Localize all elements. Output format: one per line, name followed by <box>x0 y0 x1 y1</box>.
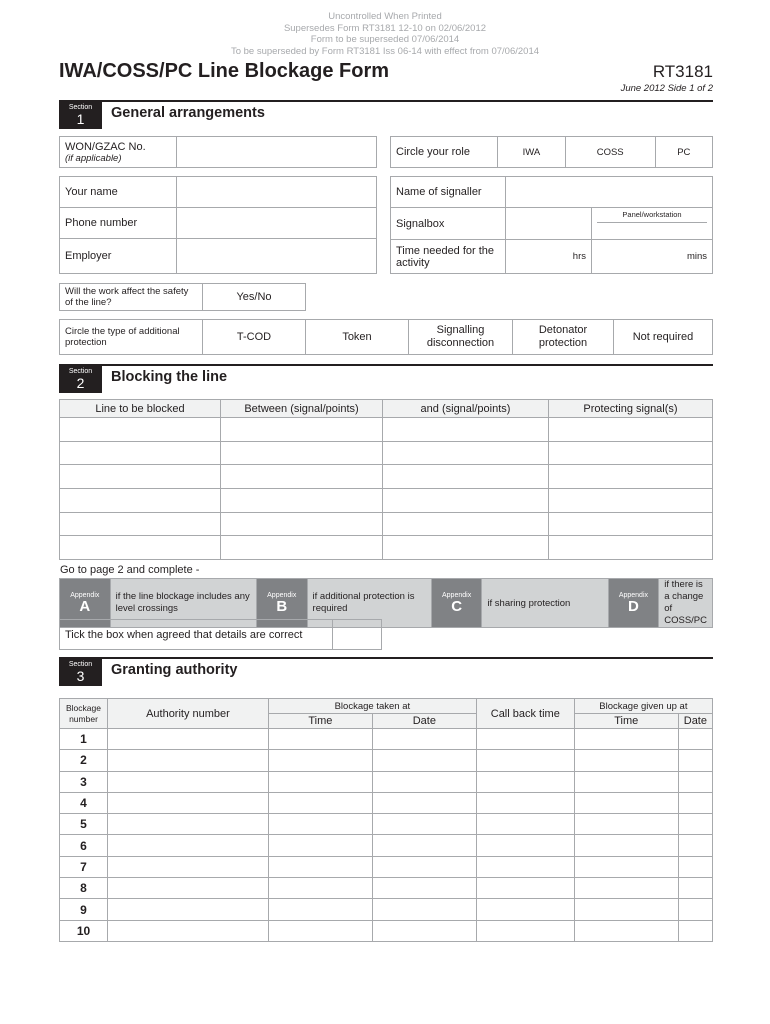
won-label: WON/GZAC No. <box>65 140 146 153</box>
table-row <box>60 878 713 899</box>
role-iwa[interactable]: IWA <box>498 137 566 168</box>
won-sub: (if applicable) <box>65 152 122 164</box>
cell[interactable] <box>60 441 221 465</box>
row-number: 10 <box>60 920 108 941</box>
cell[interactable] <box>678 920 712 941</box>
appendix-c-badge <box>431 579 482 628</box>
cell[interactable] <box>60 512 221 536</box>
cell[interactable] <box>574 878 678 899</box>
cell[interactable] <box>221 441 383 465</box>
cell[interactable] <box>268 899 372 920</box>
section1-rule <box>59 100 713 102</box>
signalbox-input[interactable] <box>506 208 592 240</box>
section1-title: General arrangements <box>111 105 265 121</box>
table-row <box>60 792 713 813</box>
cell[interactable] <box>678 899 712 920</box>
tick-label: Tick the box when agreed that details are correct <box>60 620 333 650</box>
cell[interactable] <box>574 920 678 941</box>
col-authority-number: Authority number <box>107 699 268 729</box>
cell[interactable] <box>678 729 712 750</box>
safety-table <box>59 283 306 311</box>
cell[interactable] <box>476 878 574 899</box>
cell[interactable] <box>372 899 476 920</box>
cell[interactable] <box>372 878 476 899</box>
col-between: Between (signal/points) <box>221 400 383 418</box>
signaller-label: Name of signaller <box>391 177 506 208</box>
row-number: 3 <box>60 771 108 792</box>
row-number: 5 <box>60 814 108 835</box>
signalbox-label: Signalbox <box>391 208 506 240</box>
protection-token[interactable]: Token <box>306 320 409 355</box>
cell[interactable] <box>60 418 221 442</box>
cell[interactable] <box>107 878 268 899</box>
cell[interactable] <box>372 792 476 813</box>
cell[interactable] <box>221 512 383 536</box>
header-note: Uncontrolled When Printed <box>328 11 442 22</box>
table-row <box>60 536 713 560</box>
cell[interactable] <box>549 418 713 442</box>
cell[interactable] <box>107 792 268 813</box>
cell[interactable] <box>107 899 268 920</box>
col-call-back: Call back time <box>476 699 574 729</box>
appendix-label: Appendix <box>267 591 297 599</box>
row-number: 9 <box>60 899 108 920</box>
row-number: 1 <box>60 729 108 750</box>
protection-tcod[interactable]: T-COD <box>203 320 306 355</box>
header-note: To be superseded by Form RT3181 Iss 06-14 with effect from 07/06/2014 <box>230 45 540 57</box>
cell[interactable] <box>549 441 713 465</box>
cell[interactable] <box>372 835 476 856</box>
cell[interactable] <box>383 488 549 512</box>
your-details-table <box>59 176 377 274</box>
safety-label: Will the work affect the safety of the line? <box>60 284 203 311</box>
cell[interactable] <box>107 814 268 835</box>
hrs-unit: hrs <box>572 251 586 262</box>
appendix-a-text: if the line blockage includes any level crossings <box>110 579 256 628</box>
form-code: RT3181 <box>652 62 713 81</box>
section-label: Section <box>68 368 93 375</box>
goto-text: Go to page 2 and complete - <box>60 564 200 576</box>
section-label: Section <box>68 104 93 111</box>
col-taken-at: Blockage taken at <box>268 699 476 714</box>
authority-table <box>59 698 713 942</box>
section2-rule <box>59 364 713 366</box>
cell[interactable] <box>383 441 549 465</box>
table-row <box>60 771 713 792</box>
cell[interactable] <box>574 835 678 856</box>
tick-box[interactable] <box>333 620 382 650</box>
cell[interactable] <box>476 750 574 771</box>
cell[interactable] <box>574 856 678 877</box>
appendix-c-text: if sharing protection <box>482 579 608 628</box>
col-and: and (signal/points) <box>383 400 549 418</box>
mins-input[interactable] <box>592 240 713 274</box>
cell[interactable] <box>549 465 713 489</box>
table-row <box>60 814 713 835</box>
col-given-up: Blockage given up at <box>574 699 712 714</box>
cell[interactable] <box>268 856 372 877</box>
section3-title: Granting authority <box>111 662 238 678</box>
table-row <box>60 488 713 512</box>
table-row <box>60 441 713 465</box>
row-number: 4 <box>60 792 108 813</box>
appendix-letter: C <box>451 597 463 615</box>
cell[interactable] <box>60 488 221 512</box>
panel-label: Panel/workstation <box>597 208 707 223</box>
cell[interactable] <box>268 920 372 941</box>
cell[interactable] <box>221 418 383 442</box>
cell[interactable] <box>372 750 476 771</box>
phone-label: Phone number <box>60 208 177 239</box>
section2-title: Blocking the line <box>111 369 228 385</box>
section3-rule <box>59 657 713 659</box>
role-label: Circle your role <box>391 137 498 168</box>
cell[interactable] <box>549 488 713 512</box>
section2-badge <box>59 365 102 393</box>
cell[interactable] <box>678 750 712 771</box>
cell[interactable] <box>383 418 549 442</box>
cell[interactable] <box>678 835 712 856</box>
cell[interactable] <box>476 729 574 750</box>
cell[interactable] <box>574 750 678 771</box>
signaller-table <box>390 176 713 274</box>
cell[interactable] <box>107 771 268 792</box>
table-row <box>60 512 713 536</box>
cell[interactable] <box>221 488 383 512</box>
col-line: Line to be blocked <box>60 400 221 418</box>
protection-label: Circle the type of additional protection <box>60 320 203 355</box>
table-row <box>60 418 713 442</box>
appendix-d-text: if there is a change of COSS/PC <box>659 579 713 628</box>
table-row <box>60 899 713 920</box>
col-given-date: Date <box>678 714 712 729</box>
cell[interactable] <box>678 792 712 813</box>
row-number: 2 <box>60 750 108 771</box>
table-row <box>60 729 713 750</box>
cell[interactable] <box>476 920 574 941</box>
cell[interactable] <box>268 792 372 813</box>
won-input[interactable] <box>177 137 377 168</box>
mins-unit: mins <box>686 251 707 262</box>
cell[interactable] <box>372 771 476 792</box>
cell[interactable] <box>574 899 678 920</box>
name-input[interactable] <box>177 177 377 208</box>
signaller-input[interactable] <box>506 177 713 208</box>
cell[interactable] <box>372 729 476 750</box>
employer-input[interactable] <box>177 239 377 274</box>
cell[interactable] <box>574 729 678 750</box>
cell[interactable] <box>574 792 678 813</box>
row-number: 8 <box>60 878 108 899</box>
table-row <box>60 465 713 489</box>
cell[interactable] <box>268 878 372 899</box>
cell[interactable] <box>268 729 372 750</box>
cell[interactable] <box>476 899 574 920</box>
cell[interactable] <box>268 750 372 771</box>
cell[interactable] <box>476 856 574 877</box>
cell[interactable] <box>383 512 549 536</box>
col-taken-date: Date <box>372 714 476 729</box>
cell[interactable] <box>476 835 574 856</box>
cell[interactable] <box>574 771 678 792</box>
panel-input[interactable] <box>597 223 707 239</box>
col-given-time: Time <box>574 714 678 729</box>
header-notes <box>0 11 770 57</box>
cell[interactable] <box>268 835 372 856</box>
cell[interactable] <box>107 729 268 750</box>
section-number: 1 <box>76 111 85 127</box>
col-protecting: Protecting signal(s) <box>549 400 713 418</box>
cell[interactable] <box>60 536 221 560</box>
cell[interactable] <box>678 814 712 835</box>
time-label: Time needed for the activity <box>391 240 506 274</box>
cell[interactable] <box>107 835 268 856</box>
section-number: 2 <box>76 375 85 391</box>
hrs-input[interactable] <box>506 240 592 274</box>
cell[interactable] <box>372 814 476 835</box>
appendix-letter: B <box>276 597 288 615</box>
protection-detonator[interactable]: Detonator protection <box>513 320 614 355</box>
cell[interactable] <box>268 814 372 835</box>
cell[interactable] <box>678 878 712 899</box>
role-coss[interactable]: COSS <box>565 137 655 168</box>
col-taken-time: Time <box>268 714 372 729</box>
row-number: 6 <box>60 835 108 856</box>
table-row <box>60 920 713 941</box>
won-label-cell <box>60 137 177 168</box>
cell[interactable] <box>372 920 476 941</box>
appendix-letter: D <box>628 597 639 615</box>
role-table <box>390 136 713 168</box>
tick-table <box>59 619 382 650</box>
appendix-label: Appendix <box>70 591 100 599</box>
cell[interactable] <box>549 536 713 560</box>
cell[interactable] <box>476 771 574 792</box>
table-row <box>60 750 713 771</box>
cell[interactable] <box>107 750 268 771</box>
protection-signalling[interactable]: Signalling disconnection <box>409 320 513 355</box>
row-number: 7 <box>60 856 108 877</box>
cell[interactable] <box>107 856 268 877</box>
cell[interactable] <box>383 465 549 489</box>
appendix-letter: A <box>79 597 91 615</box>
safety-yesno[interactable]: Yes/No <box>203 284 306 311</box>
name-label: Your name <box>60 177 177 208</box>
header-note: Form to be superseded 07/06/2014 <box>310 34 460 45</box>
cell[interactable] <box>383 536 549 560</box>
panel-cell <box>592 208 713 240</box>
appendix-d-badge <box>608 579 659 628</box>
section1-badge <box>59 101 102 129</box>
section3-badge <box>59 658 102 686</box>
header-note: Supersedes Form RT3181 12-10 on 02/06/2012 <box>283 22 487 34</box>
role-pc[interactable]: PC <box>655 137 712 168</box>
cell[interactable] <box>476 814 574 835</box>
cell[interactable] <box>221 465 383 489</box>
form-date: June 2012 Side 1 of 2 <box>620 83 713 94</box>
won-table <box>59 136 377 168</box>
cell[interactable] <box>372 856 476 877</box>
table-row <box>60 856 713 877</box>
cell[interactable] <box>107 920 268 941</box>
table-row <box>60 835 713 856</box>
appendix-label: Appendix <box>618 591 649 599</box>
cell[interactable] <box>221 536 383 560</box>
appendix-b-text: if additional protection is required <box>307 579 431 628</box>
protection-not-required[interactable]: Not required <box>614 320 713 355</box>
cell[interactable] <box>268 771 372 792</box>
cell[interactable] <box>678 771 712 792</box>
cell[interactable] <box>678 856 712 877</box>
section-label: Section <box>68 661 93 668</box>
cell[interactable] <box>549 512 713 536</box>
protection-table <box>59 319 713 355</box>
appendix-label: Appendix <box>442 591 472 599</box>
phone-input[interactable] <box>177 208 377 239</box>
section-number: 3 <box>76 668 85 684</box>
form-title: IWA/COSS/PC Line Blockage Form <box>59 60 390 82</box>
cell[interactable] <box>476 792 574 813</box>
blocking-table <box>59 399 713 560</box>
cell[interactable] <box>574 814 678 835</box>
employer-label: Employer <box>60 239 177 274</box>
cell[interactable] <box>60 465 221 489</box>
col-blockage-number: Blockage number <box>60 699 108 729</box>
